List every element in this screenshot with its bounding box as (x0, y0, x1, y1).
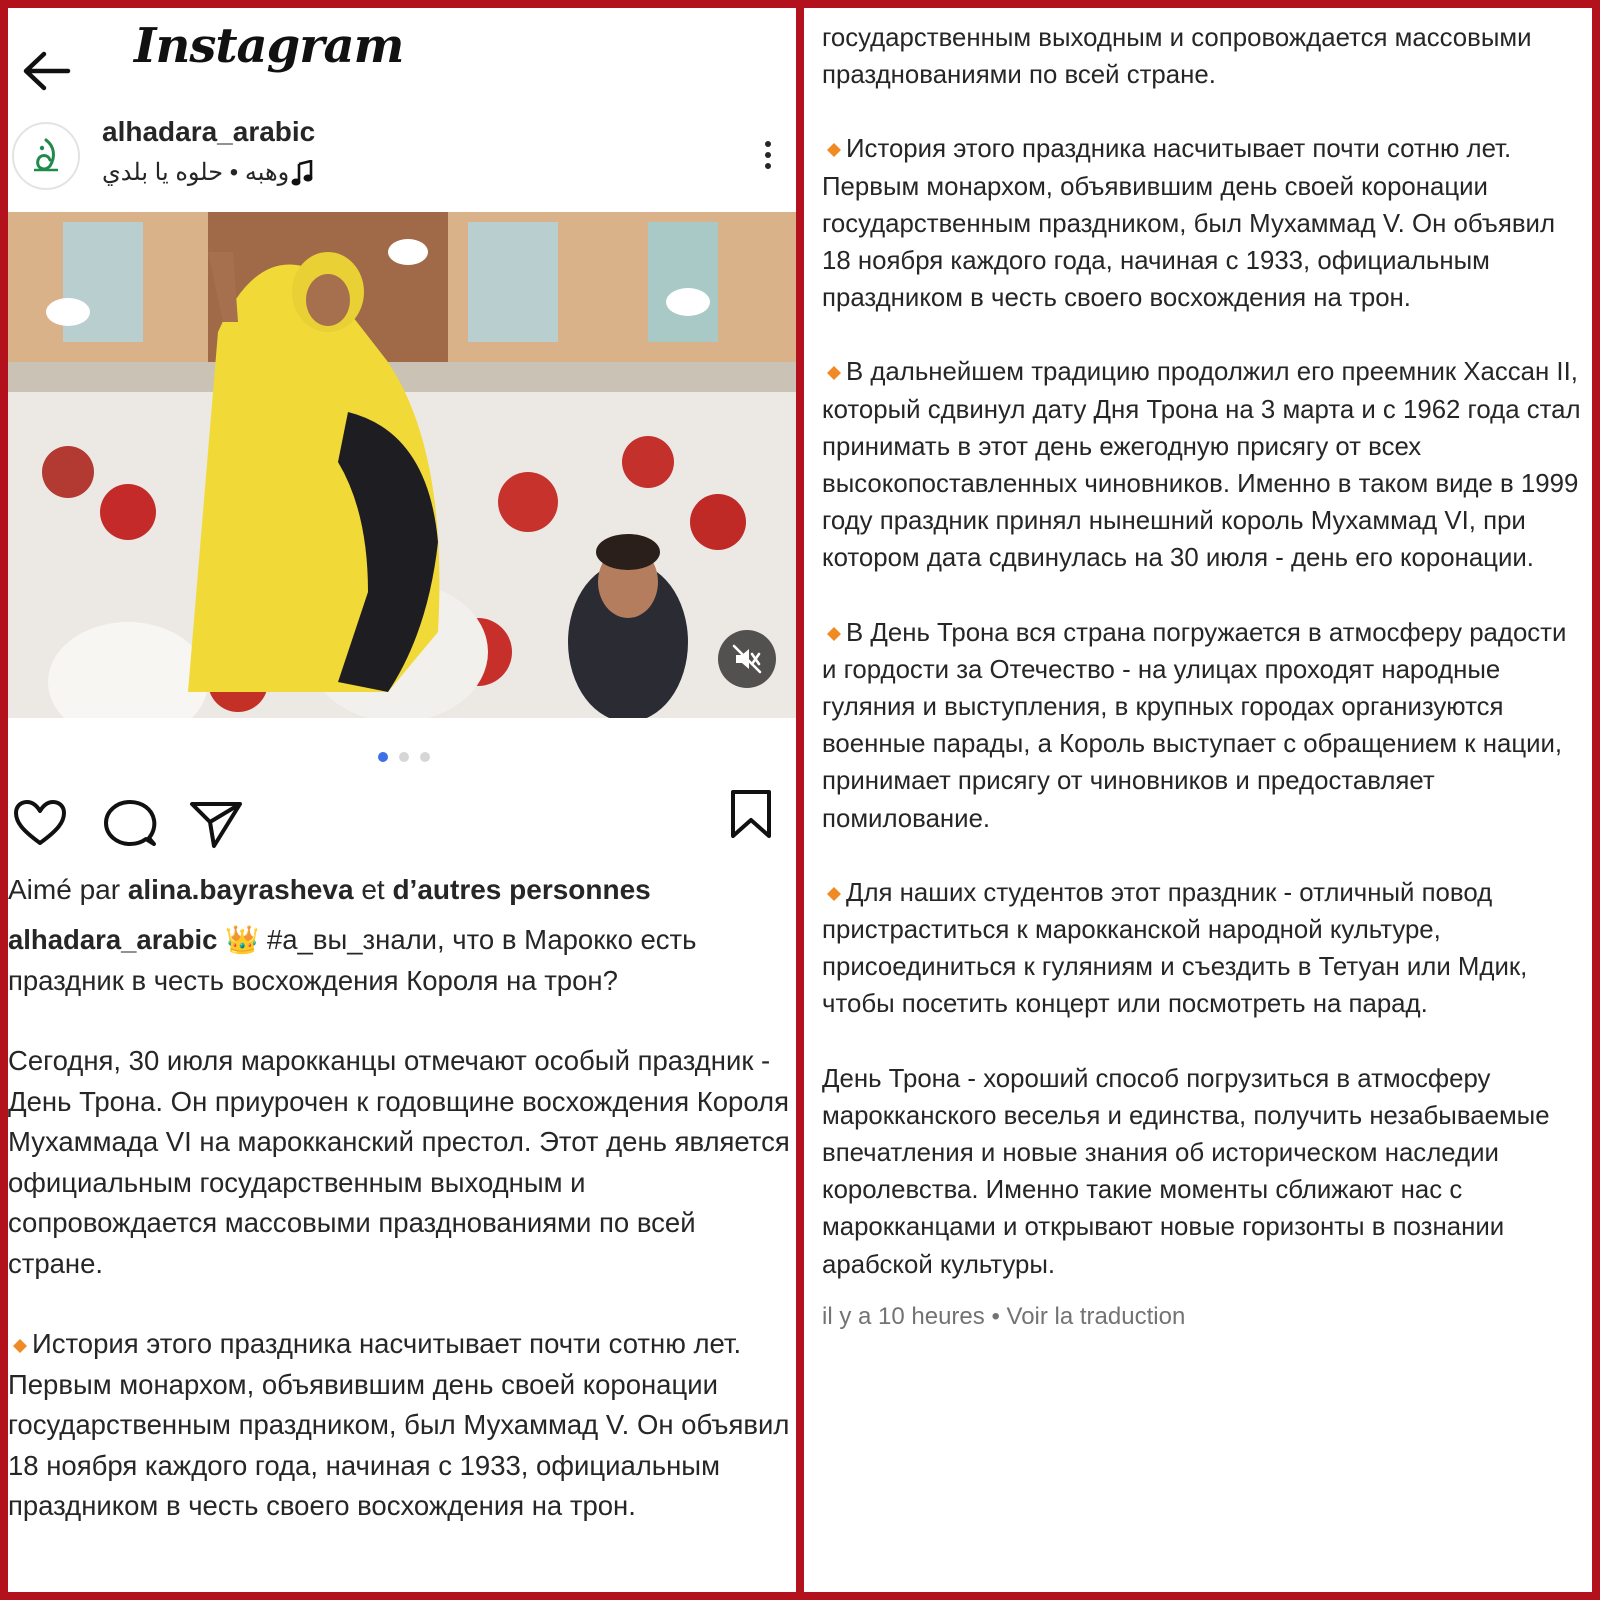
translate-link[interactable]: Voir la traduction (1006, 1302, 1186, 1330)
caption-continued (822, 20, 1582, 1335)
caption-continuation: государственным выходным и сопровождается массовыми празднованиями по всей стране. (822, 24, 1532, 90)
crown-emoji: 👑 (225, 924, 260, 955)
music-note-icon (291, 160, 315, 186)
post-timestamp: il y a 10 heures (822, 1302, 985, 1330)
carousel-dot (399, 752, 409, 762)
caption-line-2: Сегодня, 30 июля марокканцы отмечают особый праздник - День Трона. Он приурочен к годовщине восхождения Короля Мухаммада VI на марокканский престол. Этот день является официальным государственным выходным и сопровождается массовыми празднованиями по всей стране. (8, 1045, 790, 1279)
audio-track[interactable] (102, 158, 315, 187)
audio-label: وهبه • حلوه يا بلدي (102, 159, 290, 186)
diamond-icon (826, 365, 842, 381)
carousel-dot (420, 752, 430, 762)
caption-line-3: История этого праздника насчитывает почти сотню лет. Первым монархом, объявившим день своей коронации государственным праздником, был Мухаммад V. Он объявил 18 ноября каждого года, начиная с 1933, официальным праздником в честь своего восхождения на трон. (8, 1328, 790, 1521)
diamond-icon (826, 142, 842, 158)
avatar[interactable] (12, 122, 80, 190)
left-panel (8, 8, 796, 1592)
paragraph-tradition: В дальнейшем традицию продолжил его преемник Хассан II, который сдвинул дату Дня Трона на 3 марта и с 1962 года стал принимать в этот день ежегодную присягу от всех высокопоставленных чиновников. Именно в таком виде в 1999 году праздник принял нынешний король Мухаммад VI, при котором дата сдвинулась на 30 июля - день его коронации. (822, 358, 1581, 573)
comment-icon[interactable] (102, 798, 158, 850)
liked-prefix: Aimé par (8, 874, 121, 905)
paragraph-students: Для наших студентов этот праздник - отличный повод пристраститься к марокканской народной культуре, присоединиться к гуляниям и съездить в Тетуан или Мдик, чтобы посетить концерт или посмотреть на парад. (822, 878, 1528, 1019)
logo-icon (24, 134, 68, 178)
liked-user-link[interactable]: alina.bayrasheva (127, 874, 354, 905)
post-username[interactable]: alhadara_arabic (102, 116, 316, 147)
carousel-dots (378, 752, 430, 762)
post-meta (822, 1298, 1582, 1335)
caption-username[interactable]: alhadara_arabic (8, 924, 218, 955)
carousel-dot-active (378, 752, 388, 762)
mute-icon[interactable] (718, 630, 776, 688)
diamond-icon (12, 1338, 28, 1354)
diamond-icon (826, 886, 842, 902)
more-icon[interactable] (756, 136, 780, 180)
diamond-icon (826, 626, 842, 642)
post-caption (8, 920, 790, 1527)
photo-scene (8, 212, 796, 718)
back-arrow-icon[interactable] (18, 46, 74, 96)
liked-others-link[interactable]: d’autres personnes (392, 874, 651, 905)
likes-summary (8, 874, 651, 906)
share-icon[interactable] (188, 798, 244, 850)
heart-icon[interactable] (12, 798, 68, 848)
bookmark-icon[interactable] (728, 788, 774, 842)
post-photo[interactable] (8, 212, 796, 718)
paragraph-celebration: В День Трона вся страна погружается в атмосферу радости и гордости за Отечество - на улицах проходят народные гуляния и выступления, в крупных городах организуются военные парады, а Король выступает с обращением к нации, принимает присягу от чиновников и предоставляет помилование. (822, 618, 1567, 833)
app-title: Instagram (134, 18, 404, 74)
caption-line-1: #а_вы_знали, что в Марокко есть праздник в честь восхождения Короля на трон? (8, 924, 697, 996)
right-panel (804, 8, 1592, 1592)
liked-mid: et (361, 874, 385, 905)
paragraph-history: История этого праздника насчитывает почти сотню лет. Первым монархом, объявившим день своей коронации государственным праздником, был Мухаммад V. Он объявил 18 ноября каждого года, начиная с 1933, официальным праздником в честь своего восхождения на трон. (822, 135, 1556, 313)
meta-separator: • (991, 1302, 1000, 1330)
paragraph-final: День Трона - хороший способ погрузиться в атмосферу марокканского веселья и единства, получить незабываемые впечатления и новые знания об историческом наследии королевства. Именно такие моменты сближают нас с марокканцами и открывают новые горизонты в познании арабской культуры. (822, 1064, 1550, 1279)
